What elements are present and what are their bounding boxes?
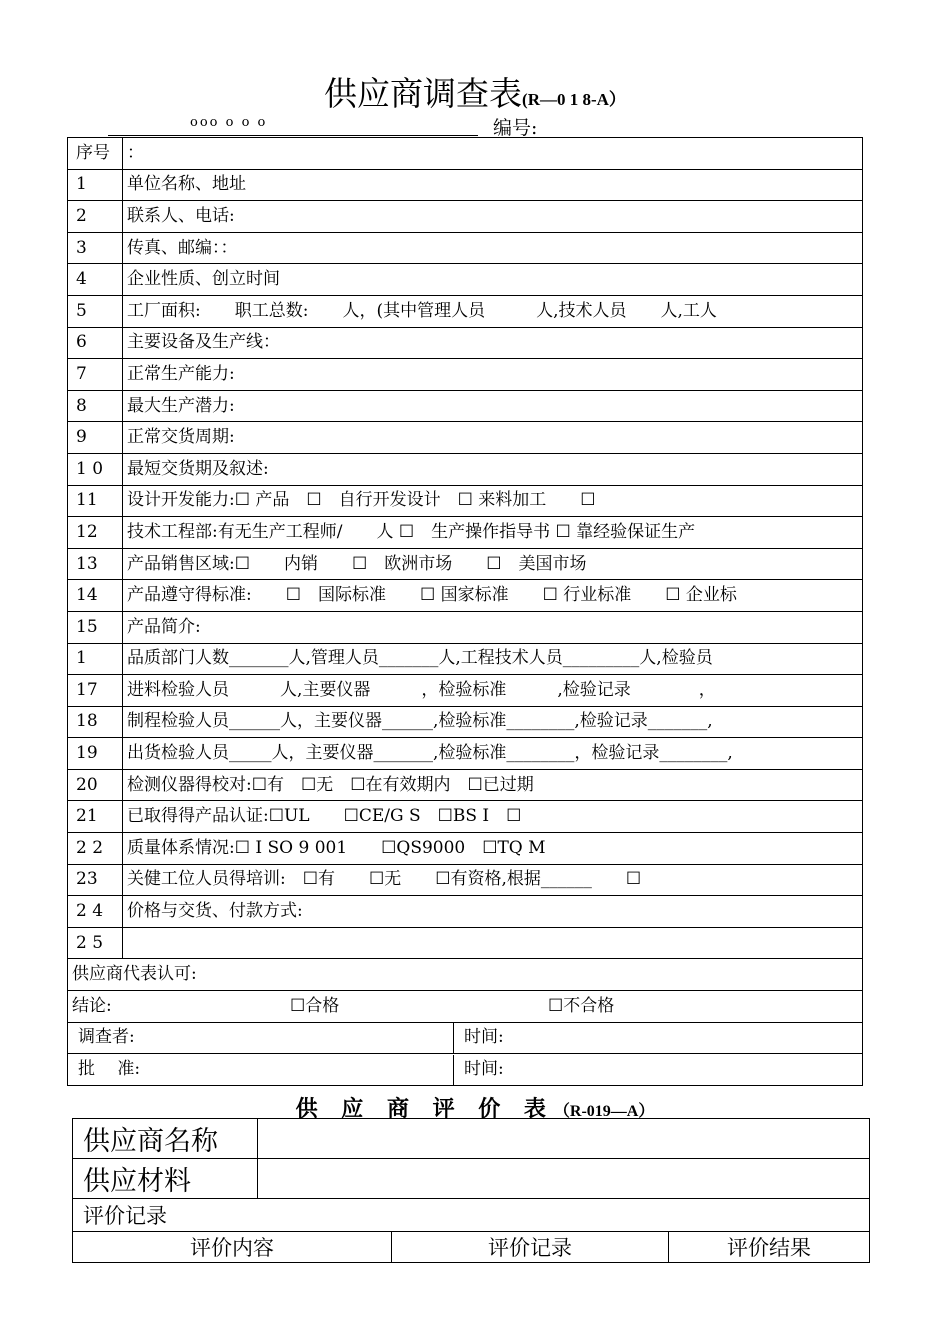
row-content[interactable]: 企业性质、创立时间 (123, 264, 863, 296)
supplier-material-label: 供应材料 (73, 1159, 258, 1199)
supplier-material-value[interactable] (258, 1159, 870, 1199)
supplier-material-row (73, 1159, 870, 1199)
approval-row (68, 1054, 863, 1086)
table-row (68, 232, 863, 264)
row-content[interactable]: 正常生产能力: (123, 359, 863, 391)
supplier-name-row (73, 1119, 870, 1159)
table-row (68, 833, 863, 865)
investigator-row (68, 1022, 863, 1054)
table-row (68, 169, 863, 201)
row-number: 2 4 (68, 896, 123, 928)
row-content: ： (123, 138, 863, 170)
supplier-evaluation-table (72, 1118, 870, 1263)
conclusion-row (68, 991, 863, 1023)
row-content[interactable]: 联系人、电话: (123, 201, 863, 233)
table-row (68, 643, 863, 675)
row-number: 1 (68, 643, 123, 675)
row-content[interactable]: 进料检验人员 人,主要仪器 ，检验标准 ,检验记录 ， (123, 675, 863, 707)
column-header-content: 评价内容 (73, 1232, 392, 1263)
approval-cell (68, 1054, 863, 1086)
row-number: 4 (68, 264, 123, 296)
investigation-time-field[interactable]: 时间: (464, 1026, 504, 1047)
number-label: 编号: (493, 117, 538, 139)
row-number: 6 (68, 327, 123, 359)
row-number: 序号 (68, 138, 123, 170)
row-content[interactable]: 最短交货期及叙述: (123, 453, 863, 485)
supplier-survey-table (67, 137, 863, 1086)
approve-field[interactable]: 批 准: (68, 1055, 454, 1085)
row-number: 9 (68, 422, 123, 454)
table-row (68, 485, 863, 517)
table-row (68, 864, 863, 896)
row-number: 18 (68, 706, 123, 738)
row-number: 19 (68, 738, 123, 770)
pass-checkbox[interactable]: ☐合格 (290, 995, 340, 1016)
row-number: 1 0 (68, 453, 123, 485)
row-content[interactable]: 正常交货周期: (123, 422, 863, 454)
survey-title-text: 供应商调查表 (324, 74, 523, 113)
row-number: 15 (68, 611, 123, 643)
evaluation-column-headers (73, 1232, 870, 1263)
table-row (68, 422, 863, 454)
row-number: 21 (68, 801, 123, 833)
table-row (68, 201, 863, 233)
row-content[interactable]: 质量体系情况:☐ I SO 9 001 ☐QS9000 ☐TQ M (123, 833, 863, 865)
evaluation-record-heading: 评价记录 (73, 1199, 870, 1232)
table-row (68, 295, 863, 327)
row-content[interactable]: 传真、邮编：： (123, 232, 863, 264)
row-content[interactable]: 产品简介: (123, 611, 863, 643)
table-row (68, 769, 863, 801)
approval-time-field[interactable]: 时间: (464, 1058, 504, 1079)
row-content[interactable] (123, 927, 863, 959)
table-row (68, 548, 863, 580)
supplier-approval-field[interactable]: 供应商代表认可: (68, 959, 863, 991)
fail-checkbox[interactable]: ☐不合格 (548, 995, 615, 1016)
table-row (68, 264, 863, 296)
row-content[interactable]: 关健工位人员得培训: ☐有 ☐无 ☐有资格,根据______ ☐ (123, 864, 863, 896)
number-underline (108, 135, 478, 136)
row-number: 7 (68, 359, 123, 391)
row-number: 8 (68, 390, 123, 422)
row-content[interactable]: 产品销售区域:☐ 内销 ☐ 欧洲市场 ☐ 美国市场 (123, 548, 863, 580)
row-number: 23 (68, 864, 123, 896)
conclusion-field (68, 991, 863, 1023)
row-number: 2 5 (68, 927, 123, 959)
row-content[interactable]: 已取得得产品认证:☐UL ☐CE/G S ☐BS I ☐ (123, 801, 863, 833)
row-content[interactable]: 工厂面积: 职工总数: 人，(其中管理人员 人,技术人员 人,工人 (123, 295, 863, 327)
table-row (68, 359, 863, 391)
row-content[interactable]: 设计开发能力:☐ 产品 ☐ 自行开发设计 ☐ 来料加工 ☐ (123, 485, 863, 517)
row-number: 2 (68, 201, 123, 233)
number-marks: ooo o o o (190, 115, 268, 130)
row-number: 12 (68, 517, 123, 549)
table-row (68, 675, 863, 707)
row-content[interactable]: 最大生产潜力: (123, 390, 863, 422)
supplier-name-label: 供应商名称 (73, 1119, 258, 1159)
row-content[interactable]: 检测仪器得校对:☐有 ☐无 ☐在有效期内 ☐已过期 (123, 769, 863, 801)
row-content[interactable]: 技术工程部:有无生产工程师/ 人 ☐ 生产操作指导书 ☐ 靠经验保证生产 (123, 517, 863, 549)
column-header-record: 评价记录 (392, 1232, 669, 1263)
table-row (68, 706, 863, 738)
row-content[interactable]: 品质部门人数_______人,管理人员_______人,工程技术人员_________人,检验员 (123, 643, 863, 675)
evaluation-title-text: 供 应 商 评 价 表 (295, 1096, 554, 1122)
column-header-result: 评价结果 (669, 1232, 870, 1263)
evaluation-record-heading-row (73, 1199, 870, 1232)
investigator-field[interactable]: 调查者: (68, 1023, 454, 1053)
row-number: 5 (68, 295, 123, 327)
row-number: 20 (68, 769, 123, 801)
row-number: 17 (68, 675, 123, 707)
row-content[interactable]: 产品遵守得标准: ☐ 国际标准 ☐ 国家标准 ☐ 行业标准 ☐ 企业标 (123, 580, 863, 612)
table-row (68, 927, 863, 959)
table-row (68, 611, 863, 643)
table-row (68, 390, 863, 422)
row-content[interactable]: 出货检验人员_____人，主要仪器_______,检验标准________，检验记录________, (123, 738, 863, 770)
number-line (108, 115, 548, 137)
table-row (68, 801, 863, 833)
survey-form-code: (R—0 1 8-A） (522, 90, 626, 109)
row-number: 1 (68, 169, 123, 201)
table-row (68, 517, 863, 549)
supplier-approval-row (68, 959, 863, 991)
table-row (68, 738, 863, 770)
investigator-cell (68, 1022, 863, 1054)
row-number: 3 (68, 232, 123, 264)
table-row (68, 453, 863, 485)
table-row (68, 327, 863, 359)
row-number: 14 (68, 580, 123, 612)
row-content[interactable]: 制程检验人员______人，主要仪器______,检验标准________,检验记录_______, (123, 706, 863, 738)
evaluation-form-code: （R-019—A） (553, 1103, 655, 1120)
table-row (68, 580, 863, 612)
table-row-header (68, 138, 863, 170)
row-content[interactable]: 价格与交货、付款方式: (123, 896, 863, 928)
table-row (68, 896, 863, 928)
row-number: 11 (68, 485, 123, 517)
row-number: 13 (68, 548, 123, 580)
row-content[interactable]: 主要设备及生产线： (123, 327, 863, 359)
conclusion-label: 结论: (72, 995, 112, 1016)
row-number: 2 2 (68, 833, 123, 865)
supplier-name-value[interactable] (258, 1119, 870, 1159)
row-content[interactable]: 单位名称、地址 (123, 169, 863, 201)
survey-title (0, 74, 950, 120)
